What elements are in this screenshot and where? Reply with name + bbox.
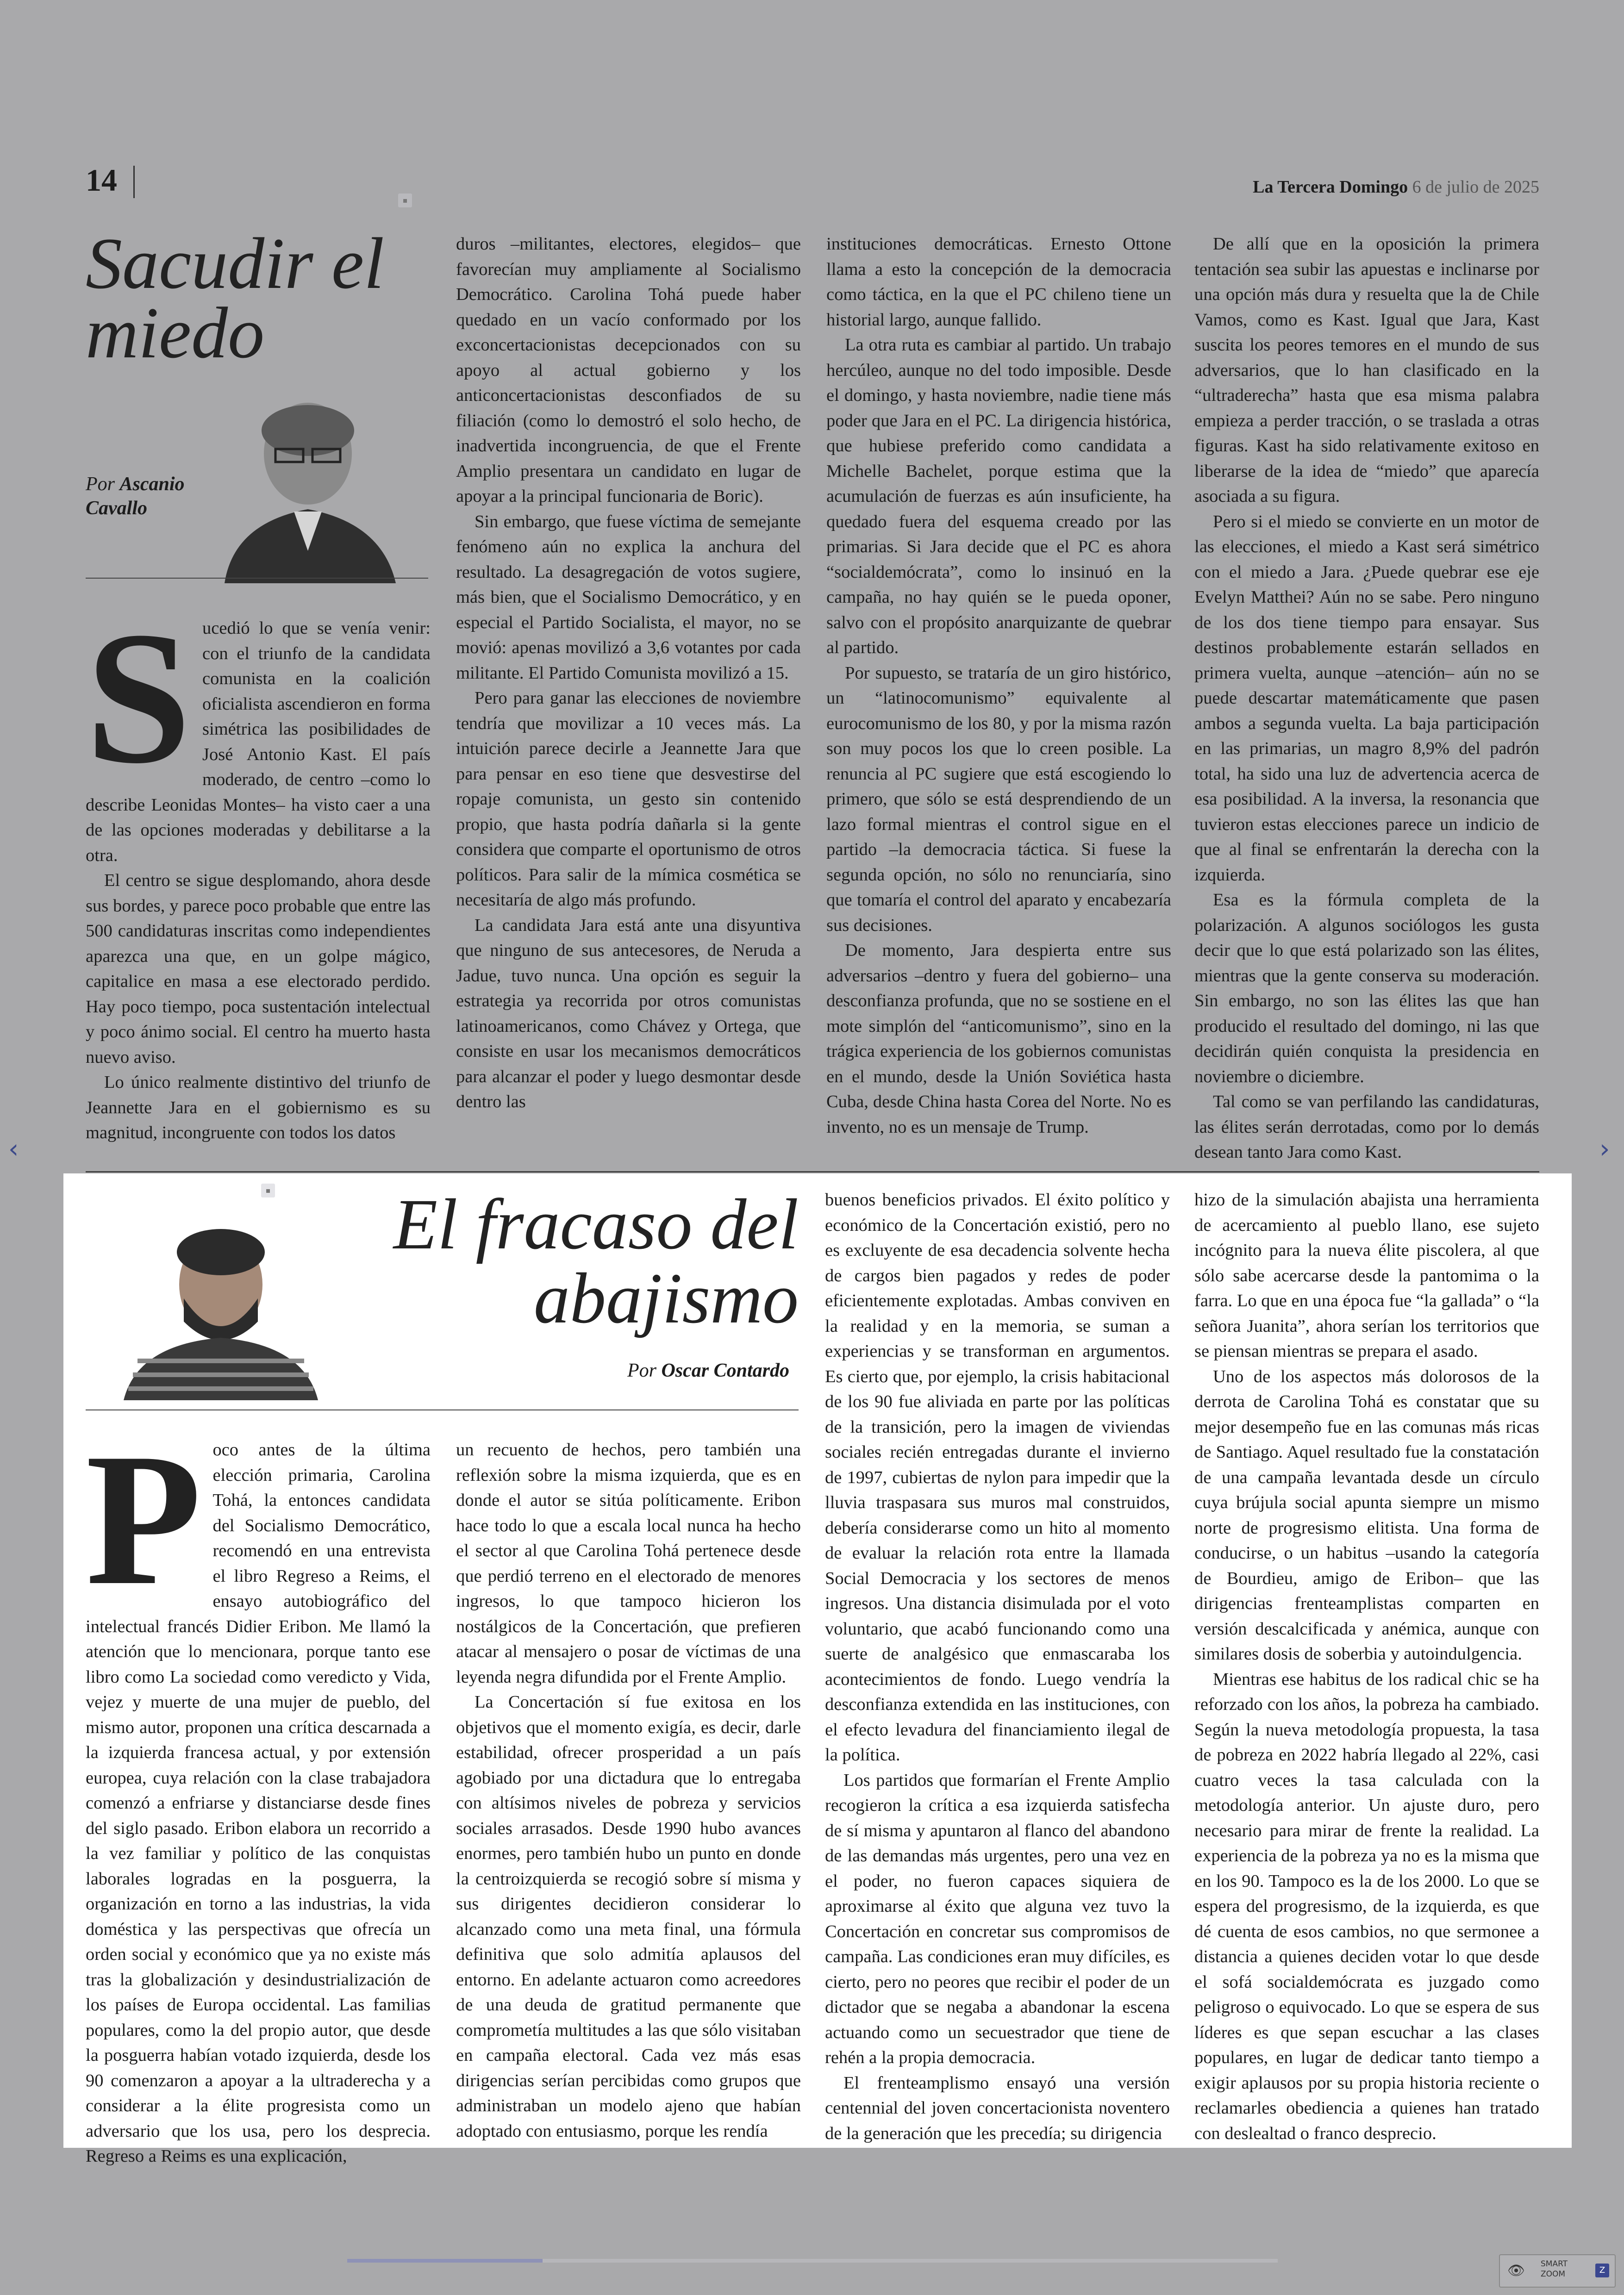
top-column-4 bbox=[1194, 231, 1539, 1165]
bottom-column-4 bbox=[1194, 1187, 1539, 2146]
paragraph: Por supuesto, se trataría de un giro histórico, un “latinocomunismo” equivalente al eurocomunismo de los 80, y por la misma razón son muy pocos los que lo creen posible. La renuncia al PC sugiere que está escogiendo lo primero, que sólo se está desprendiendo de un lazo formal mientras el control sigue en el partido –la democracia táctica. Si fuese la segunda opción, no sólo no renunciaría, sino que tomaría el control del aparato y encabezaría sus decisiones. bbox=[826, 663, 1171, 935]
top-column-1 bbox=[86, 592, 431, 1146]
article-link-icon[interactable]: ▪ bbox=[398, 193, 412, 207]
byline-cavallo bbox=[86, 472, 211, 520]
paragraph: Mientras ese habitus de los radical chic se ha reforzado con los años, la pobreza ha cambiado. Según la nueva metodología propuesta, la tasa de pobreza en 2022 habría llegado al 22%, casi cuatro veces la tasa calculada con la metodología anterior. Un ajuste duro, pero necesario para mirar de frente la realidad. La experiencia de la pobreza ya no es la misma que en los 90. Tampoco es la de los 2000. Lo que se espera del progresismo, de la izquierda, es que dé cuenta de esos cambios, no que sermonee a distancia a quienes deciden votar lo que desde el sofá socialdemócrata es juzgado como peligroso o equivocado. Lo que se espera de sus líderes es que sepan escuchar a las clases populares, en lugar de dedicar tanto tiempo a exigir aplausos por su propia historia reciente o reclamarles obediencia a quienes han tratado con deslealtad o franco desprecio. bbox=[1194, 1669, 1539, 2143]
paragraph: Sin embargo, que fuese víctima de semejante fenómeno aún no explica la anchura del resultado. La desagregación de votos sugiere, más bien, que el Socialismo Democrático, y en especial el Partido Socialista, el mayor, no se movió: apenas movilizó a 3,6 votantes por cada militante. El Partido Comunista movilizó a 15. bbox=[456, 511, 801, 683]
bottom-column-2 bbox=[456, 1437, 801, 2144]
bottom-column-3 bbox=[825, 1187, 1170, 2146]
paragraph: La otra ruta es cambiar al partido. Un trabajo hercúleo, aunque no del todo imposible. Desde el domingo, y hasta noviembre, nadie tiene más poder que Jara en el PC. La dirigencia histórica, que hubiese preferido como candidata a Michelle Bachelet, porque estima que la acumulación de fuerzas es aún insuficiente, ha quedado fuera del esquema creado por las primarias. Si Jara decide que el PC es ahora “socialdemócrata”, como lo insinuó en la campaña, no hay quién se le pueda oponer, salvo con el propósito anarquizante de quebrar al partido. bbox=[826, 335, 1171, 657]
paragraph: El centro se sigue desplomando, ahora desde sus bordes, y parece poco probable que entre las 500 candidaturas inscritas como independientes aparezca una que, en un golpe mágico, capitalice en masa a ese electorado perdido. Hay poco tiempo, poca sustentación intelectual y poco ánimo social. El centro ha muerto hasta nuevo aviso. bbox=[86, 871, 431, 1067]
paragraph: Lo único realmente distintivo del triunfo de Jeannette Jara en el gobiernismo es su magnitud, incongruente con todos los datos bbox=[86, 1073, 431, 1142]
zoom-badge-icon: Z bbox=[1595, 2264, 1609, 2277]
paragraph: Tal como se van perfilando las candidaturas, las élites serán derrotadas, como por lo demás desean tanto Jara como Kast. bbox=[1194, 1092, 1539, 1162]
byline-author: Oscar Contardo bbox=[661, 1360, 789, 1381]
page-progress-fill bbox=[347, 2259, 543, 2263]
paragraph: De allí que en la oposición la primera tentación sea subir las apuestas e inclinarse por una opción más dura y resuelta que la de Chile Vamos, como es Kast. Igual que Jara, Kast suscita los peores temores en el mundo de sus adversarios, que lo han clasificado en la “ultraderecha” hasta que esa misma palabra empieza a perder tracción, o se traslada a otras figuras. Kast ha sido relativamente exitoso en liberarse de la idea de “miedo” que aparecía asociada a su figura. bbox=[1194, 234, 1539, 506]
bottom-page bbox=[63, 1173, 1572, 2166]
masthead bbox=[1253, 177, 1539, 197]
paragraph: Esa es la fórmula completa de la polarización. A algunos sociólogos les gusta decir que lo que está polarizado son las élites, mientras que la gente conserva su moderación. Sin embargo, no son las élites las que han producido el resultado del domingo, ni las que decidirán quién conquista la presidencia en noviembre o diciembre. bbox=[1194, 890, 1539, 1086]
author-photo-cavallo bbox=[215, 398, 405, 583]
byline-author: Ascanio Cavallo bbox=[86, 474, 185, 519]
byline-prefix: Por bbox=[86, 474, 115, 495]
paragraph: Pero si el miedo se convierte en un motor de las elecciones, el miedo a Kast será simétrico con el miedo a Jara. ¿Puede quebrar ese eje Evelyn Matthei? Aún no se sabe. Pero ninguno de los dos tiene tiempo para ensayar. Sus destinos probablemente estarán sellados en primera vuelta, aunque –atención– aún no se puede descartar matemáticamente que pasen ambos a segunda vuelta. La baja participación en las primarias, un magro 8,9% del padrón total, ha sido una luz de advertencia acerca de esa posibilidad. A la inversa, la resonancia que tuvieron estas elecciones parece un indicio de que al final se enfrentarán la derecha con la izquierda. bbox=[1194, 511, 1539, 885]
paragraph: Los partidos que formarían el Frente Amplio recogieron la crítica a esa izquierda satisfecha de sí misma y apuntaron al flanco del abandono de las demandas más urgentes, pero una vez en el poder, no fueron capaces siquiera de aproximarse al éxito que alguna vez tuvo la Concertación en concretar sus compromisos de campaña. Las condiciones eran muy difíciles, es cierto, pero no peores que recibir el poder de un dictador que se negaba a abandonar la escena actuando como un secuestrador que tiene de rehén a la propia democracia. bbox=[825, 1770, 1170, 2067]
dropcap-p: P bbox=[86, 1414, 202, 1624]
paragraph: La candidata Jara está ante una disyuntiva que ninguno de sus antecesores, de Neruda a Jadue, tuvo nunca. Una opción es seguir la estrategia ya recorrida por otros comunistas latinoamericanos, como Chávez y Ortega, que consiste en usar los mecanismos democráticos para alcanzar el poder y luego desmontar desde dentro las bbox=[456, 915, 801, 1111]
paragraph: instituciones democráticas. Ernesto Ottone llama a esto la concepción de la democracia como táctica, en la que el PC chileno tiene un historial largo, aunque fallido. bbox=[826, 234, 1171, 330]
paragraph: ucedió lo que se venía venir: con el triunfo de la candidata comunista en la coalición oficialista ascendieron en forma simétrica las posibilidades de José Antonio Kast. El país moderado, de centro –como lo describe Leonidas Montes– ha visto caer a una de las opciones moderadas y debilitarse a la otra. bbox=[86, 618, 431, 865]
page-number: 14 bbox=[86, 162, 117, 198]
top-column-2 bbox=[456, 231, 801, 1115]
paragraph: De momento, Jara despierta entre sus adversarios –dentro y fuera del gobierno– una desconfianza profunda, que no se sostiene en el mote simplón del “anticomunismo”, sino en la trágica experiencia de los gobiernos comunistas en el mundo, desde la Unión Soviética hasta Cuba, desde China hasta Corea del Norte. No es invento, no es un mensaje de Trump. bbox=[826, 941, 1171, 1137]
paragraph: El frenteamplismo ensayó una versión centennial del joven concertacionista noventero de la generación que les precedía; su dirigencia bbox=[825, 2073, 1170, 2143]
previous-page-icon[interactable]: ‹ bbox=[8, 1134, 19, 1164]
eye-icon: 👁 bbox=[1507, 2263, 1525, 2279]
paragraph: un recuento de hechos, pero también una reflexión sobre la misma izquierda, que es en donde el autor se sitúa políticamente. Eribon hace todo lo que a escala local nunca ha hecho el sector al que Carolina Tohá pertenece desde que perdió terreno en el electorado de menores ingresos, lo que tampoco hicieron los nostálgicos de la Concertación, que prefieren atacar al mensajero o posar de víctimas de una leyenda negra difundida por el Frente Amplio. bbox=[456, 1440, 801, 1687]
byline-contardo bbox=[627, 1359, 789, 1383]
bottom-column-1 bbox=[86, 1414, 431, 2169]
paragraph: Uno de los aspectos más dolorosos de la derrota de Carolina Tohá es constatar que su mejor desempeño fue en las comunas más ricas de Santiago. Aquel resultado fue la constatación de una campaña levantada desde un círculo cuya brújula social apunta siempre un mismo norte de progresismo elitista. Una forma de conducirse, o un habitus –usando la categoría de Bourdieu, amigo de Eribon– que las dirigencias frenteamplistas comparten en versión descalcificada y anémica, aunque con similares dosis de soberbia y autoindulgencia. bbox=[1194, 1366, 1539, 1664]
byline-prefix: Por bbox=[627, 1360, 656, 1381]
top-page bbox=[86, 157, 1539, 1162]
paragraph: Pero para ganar las elecciones de noviembre tendría que movilizar a 10 veces más. La intuición parece decirle a Jeannette Jara que para pensar en eso tiene que desvestirse del ropaje comunista, un gesto sin contenido propio, que hasta podría dañarla si la gente considera que comparte el oportunismo de otros políticos. Para salir de la mímica cosmética se necesitaría de algo más profundo. bbox=[456, 688, 801, 910]
paragraph: buenos beneficios privados. El éxito político y económico de la Concertación existió, pero no es excluyente de esa decadencia solvente hecha de cargos bien pagados y redes de poder eficientemente explotadas. Ambas conviven en la realidad y en la memoria, se suman a experiencias y se transforman en argumentos. Es cierto que, por ejemplo, la crisis habitacional de los 90 fue aliviada en parte por las políticas de la transición, pero la imagen de viviendas sociales recién entregadas durante el invierno de 1997, cubiertas de nylon para impedir que la lluvia traspasara sus muros mal construidos, debería considerarse como un hito al momento de evaluar la relación rota entre la llamada Social Democracia y los sectores de menos ingresos. Una distancia disimulada por el voto voluntario, que acabó funcionando como una suerte de analgésico que enmascaraba los acontecimientos de fondo. Luego vendría la desconfianza extendida en las instituciones, con el efecto levadura del financiamiento ilegal de la política. bbox=[825, 1190, 1170, 1765]
paragraph: hizo de la simulación abajista una herramienta de acercamiento al pueblo llano, ese sujeto incógnito para la nueva élite piscolera, al que sólo sabe acercarse desde la pantomima o la farra. Lo que en una época fue “la gallada” o “la señora Juanita”, ahora serían los territorios que se piensan mientras se prepara el asado. bbox=[1194, 1190, 1539, 1361]
paragraph: oco antes de la última elección primaria, Carolina Tohá, la entonces candidata del Socialismo Democrático, recomendó en una entrevista el libro Regreso a Reims, el ensayo autobiográfico del intelectual francés Didier Eribon. Me llamó la atención que lo mencionara, porque tanto ese libro como La sociedad como veredicto y Vida, vejez y muerte de una mujer de pueblo, del mismo autor, proponen una crítica descarnada a la izquierda francesa actual, y por extensión europea, cuya relación con la clase trabajadora comenzó a enfriarse y distanciarse desde fines del siglo pasado. Eribon elabora un recorrido a la vez familiar y político de las conquistas laborales logradas en la posguerra, la organización en torno a las industrias, la vida doméstica y las perspectivas que ofrecía un orden social y económico que ya no existe más tras la globalización y desindustrialización de los países de Europa occidental. Las familias populares, como la del propio autor, que desde la posguerra habían votado izquierda, desde los 90 comenzaron a apoyar a la ultraderecha y a considerar a la élite progresista como un adversario que los usa, pero los desprecia. Regreso a Reims es una explicación, bbox=[86, 1440, 431, 2166]
article-link-icon[interactable]: ▪ bbox=[261, 1184, 275, 1197]
byline-rule bbox=[86, 1409, 799, 1410]
dropcap-s: S bbox=[86, 592, 192, 803]
smart-zoom-button[interactable] bbox=[1499, 2254, 1616, 2288]
masthead-title: La Tercera Domingo bbox=[1253, 177, 1408, 197]
smart-zoom-label: SMART ZOOM bbox=[1541, 2259, 1568, 2279]
headline-top: Sacudir el miedo bbox=[86, 223, 385, 374]
paragraph: duros –militantes, electores, elegidos– que favorecían muy ampliamente al Socialismo Democrático. Carolina Tohá puede haber quedado en un vacío conformado por los exconcertacionistas decepcionados con su apoyo al actual gobierno y los anticoncertacionistas desconfiados de su filiación (como lo demostró el solo hecho, de inadvertida incongruencia, de que el Frente Amplio presentara un candidato en lugar de apoyar a la principal funcionaria de Boric). bbox=[456, 234, 801, 506]
page-number-divider bbox=[133, 166, 135, 198]
masthead-date: 6 de julio de 2025 bbox=[1412, 177, 1539, 197]
top-column-3 bbox=[826, 231, 1171, 1140]
next-page-icon[interactable]: › bbox=[1599, 1134, 1610, 1164]
byline-rule bbox=[86, 578, 428, 579]
section-rule bbox=[86, 1171, 1539, 1172]
headline-bottom: El fracaso del abajismo bbox=[393, 1184, 799, 1338]
paragraph: La Concertación sí fue exitosa en los objetivos que el momento exigía, es decir, darle estabilidad, ofrecer prosperidad a un país agobiado por una dictadura que lo entregaba con altísimos niveles de pobreza y servicios sociales arrasados. Desde 1990 hubo avances enormes, pero también hubo un punto en donde la centroizquierda se recogió sobre sí misma y sus dirigentes decidieron considerar lo alcanzado como una meta final, una fórmula definitiva que solo admitía aplausos del entorno. En adelante actuaron como acreedores de una deuda de gratitud permanente que comprometía multitudes a las que sólo visitaban en campaña electoral. Cada vez más esas dirigencias serían percibidas como grupos que administraban un modelo ajeno que habían adoptado con entusiasmo, porque les rendía bbox=[456, 1692, 801, 2141]
